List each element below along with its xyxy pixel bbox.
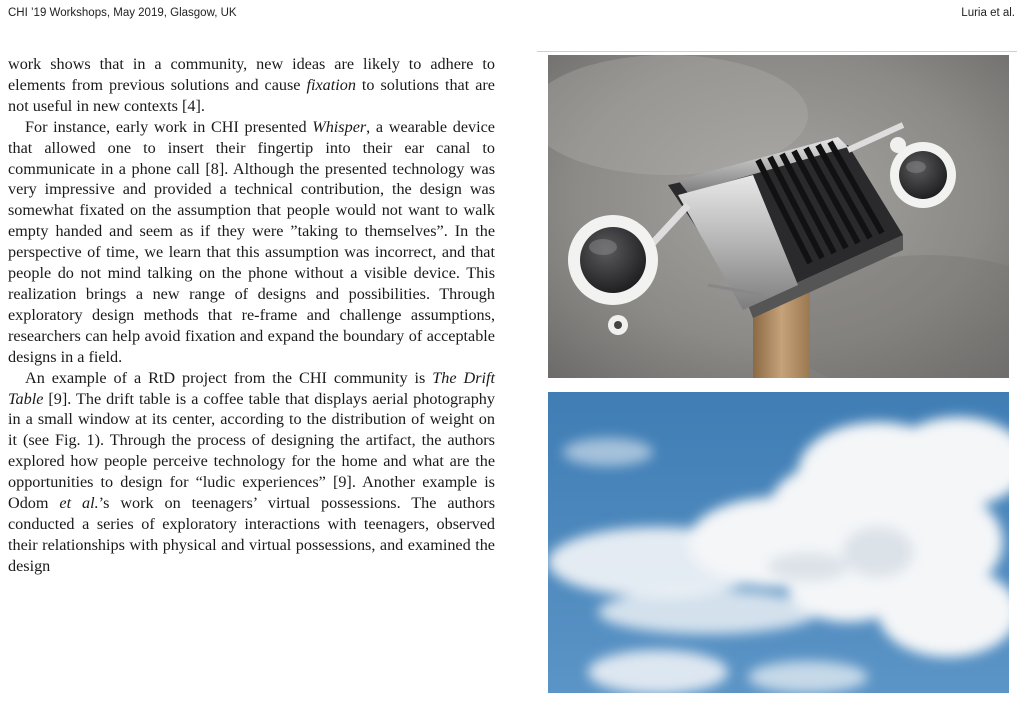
p1-text-b: to solutions that are not useful in new contexts [4].: [8, 75, 495, 115]
p2-text-a: For instance, early work in CHI presented: [25, 117, 313, 136]
header-venue: CHI ’19 Workshops, May 2019, Glasgow, UK: [8, 7, 237, 19]
p2-italic-whisper: Whisper: [312, 117, 367, 136]
figure-top-rule: [537, 51, 1017, 52]
p3-text-c: ’s work on teenagers’ virtual possessions. The authors conducted a series of exploratory interactions with teenagers, observed their relationships with physical and virtual possessions, and examined the design: [8, 494, 495, 575]
paragraph-2: [8, 117, 495, 368]
paragraph-3: [8, 368, 495, 577]
p3-text-a: An example of a RtD project from the CHI community is: [25, 368, 433, 387]
paragraph-1: [8, 54, 495, 117]
body-text-column: [8, 54, 495, 577]
p3-italic-drift-table: The Drift Table: [8, 368, 495, 408]
p2-text-b: , a wearable device that allowed one to insert their fingertip into their ear canal to communicate in a phone call [8]. Although the presented technology was very impressive and provided a technical contribution, the design was somewhat fixated on the assumption that people would not want to walk empty handed and seem as if they were ”taking to themselves”. In the perspective of time, we learn that this assumption was incorrect, and that people do not mind talking on the phone without a visible device. This realization brings a new range of designs and possibilities. Through exploratory design methods that re-frame and challenge assumptions, researchers can help avoid fixation and expand the boundary of acceptable designs in a field.: [8, 117, 495, 366]
p1-italic-fixation: fixation: [306, 75, 356, 94]
p3-italic-etal: et al.: [59, 494, 99, 513]
running-header: [8, 7, 1015, 19]
p3-text-b: [9]. The drift table is a coffee table that displays aerial photography in a small window at its center, according to the distribution of weight on it (see Fig. 1). Through the process of designing the artifact, the authors explored how people perceive technology for the home and what are the opportunities to design for “ludic experiences” [9]. Another example is Odom: [8, 389, 495, 513]
sky-clouds-photo: [548, 392, 1009, 693]
header-authors: Luria et al.: [961, 7, 1015, 19]
p1-text-a: work shows that in a community, new ideas are likely to adhere to elements from previous solutions and cause: [8, 55, 495, 94]
device-photo: [548, 55, 1009, 378]
